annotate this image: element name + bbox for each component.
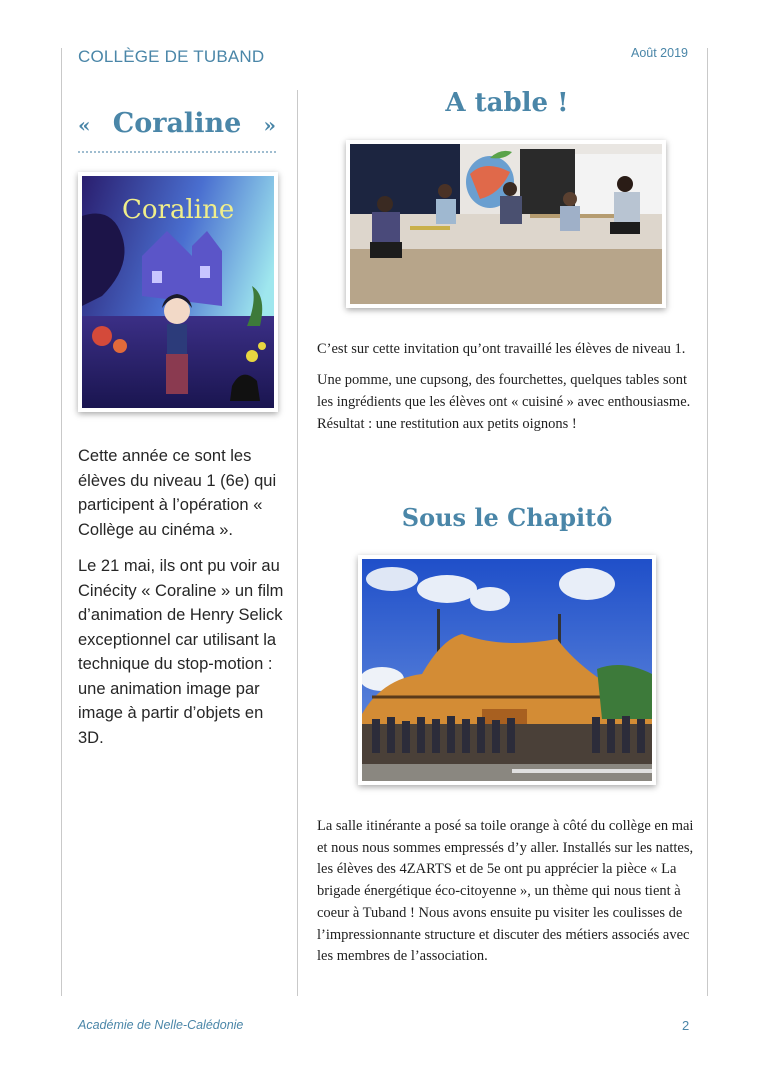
- poster-title: Coraline: [122, 195, 235, 225]
- coraline-title-text: Coraline: [112, 108, 242, 139]
- close-quote: »: [263, 113, 276, 137]
- coraline-paragraph: Le 21 mai, ils ont pu voir au Cinécity « Coraline » un film d’animation de Henry Selick exceptionnel car utilisant la technique du stop-motion : une animation image par image à partir d’objets en 3D.: [78, 557, 284, 747]
- coraline-poster: [78, 172, 278, 412]
- coraline-poster-art: [82, 176, 274, 408]
- a-table-photo: [346, 140, 666, 308]
- chapito-photo-image: [362, 559, 652, 781]
- column-divider: [297, 90, 298, 996]
- circus-tent-art: [362, 559, 652, 781]
- issue-date: Août 2019: [631, 46, 688, 60]
- left-page-rule: [61, 48, 62, 996]
- a-table-article-body: [317, 338, 697, 444]
- chapito-article-body: [317, 816, 697, 977]
- page-number: 2: [682, 1018, 690, 1033]
- coraline-poster-image: [82, 176, 274, 408]
- coraline-paragraph: Cette année ce sont les élèves du niveau 1 (6e) qui participent à l’opération « Collège au cinéma ».: [78, 447, 277, 539]
- a-table-paragraph: Une pomme, une cupsong, des fourchettes, quelques tables sont les ingrédients que les élèves ont « cuisiné » avec enthousiasme. Résultat : une restitution aux petits oignons !: [317, 372, 691, 432]
- right-page-rule: [707, 48, 708, 996]
- footer-academy: Académie de Nelle-Calédonie: [78, 1018, 244, 1032]
- a-table-photo-image: [350, 144, 662, 304]
- chapito-title: Sous le Chapitô: [401, 503, 613, 532]
- chapito-paragraph: La salle itinérante a posé sa toile orange à côté du collège en mai et nous nous sommes empressés d’y aller. Installés sur les nattes, les élèves des 4ZARTS et de 5e ont pu apprécier la pièce « La brigade énergétique éco-citoyenne », un thème qui nous tient à coeur à Tuband ! Nous avons ensuite pu visiter les coulisses de l’impressionnante structure et discuter des métiers associés avec les membres de l’association.: [317, 818, 694, 965]
- dotted-separator: [78, 151, 276, 153]
- open-quote: «: [78, 113, 91, 137]
- coraline-title: [78, 108, 276, 139]
- school-name: COLLÈGE DE TUBAND: [78, 47, 265, 66]
- chapito-photo: [358, 555, 656, 785]
- theater-scene-art: [350, 144, 662, 304]
- a-table-title: A table !: [445, 88, 569, 118]
- coraline-article-body: [78, 444, 288, 762]
- a-table-paragraph: C’est sur cette invitation qu’ont travaillé les élèves de niveau 1.: [317, 341, 686, 357]
